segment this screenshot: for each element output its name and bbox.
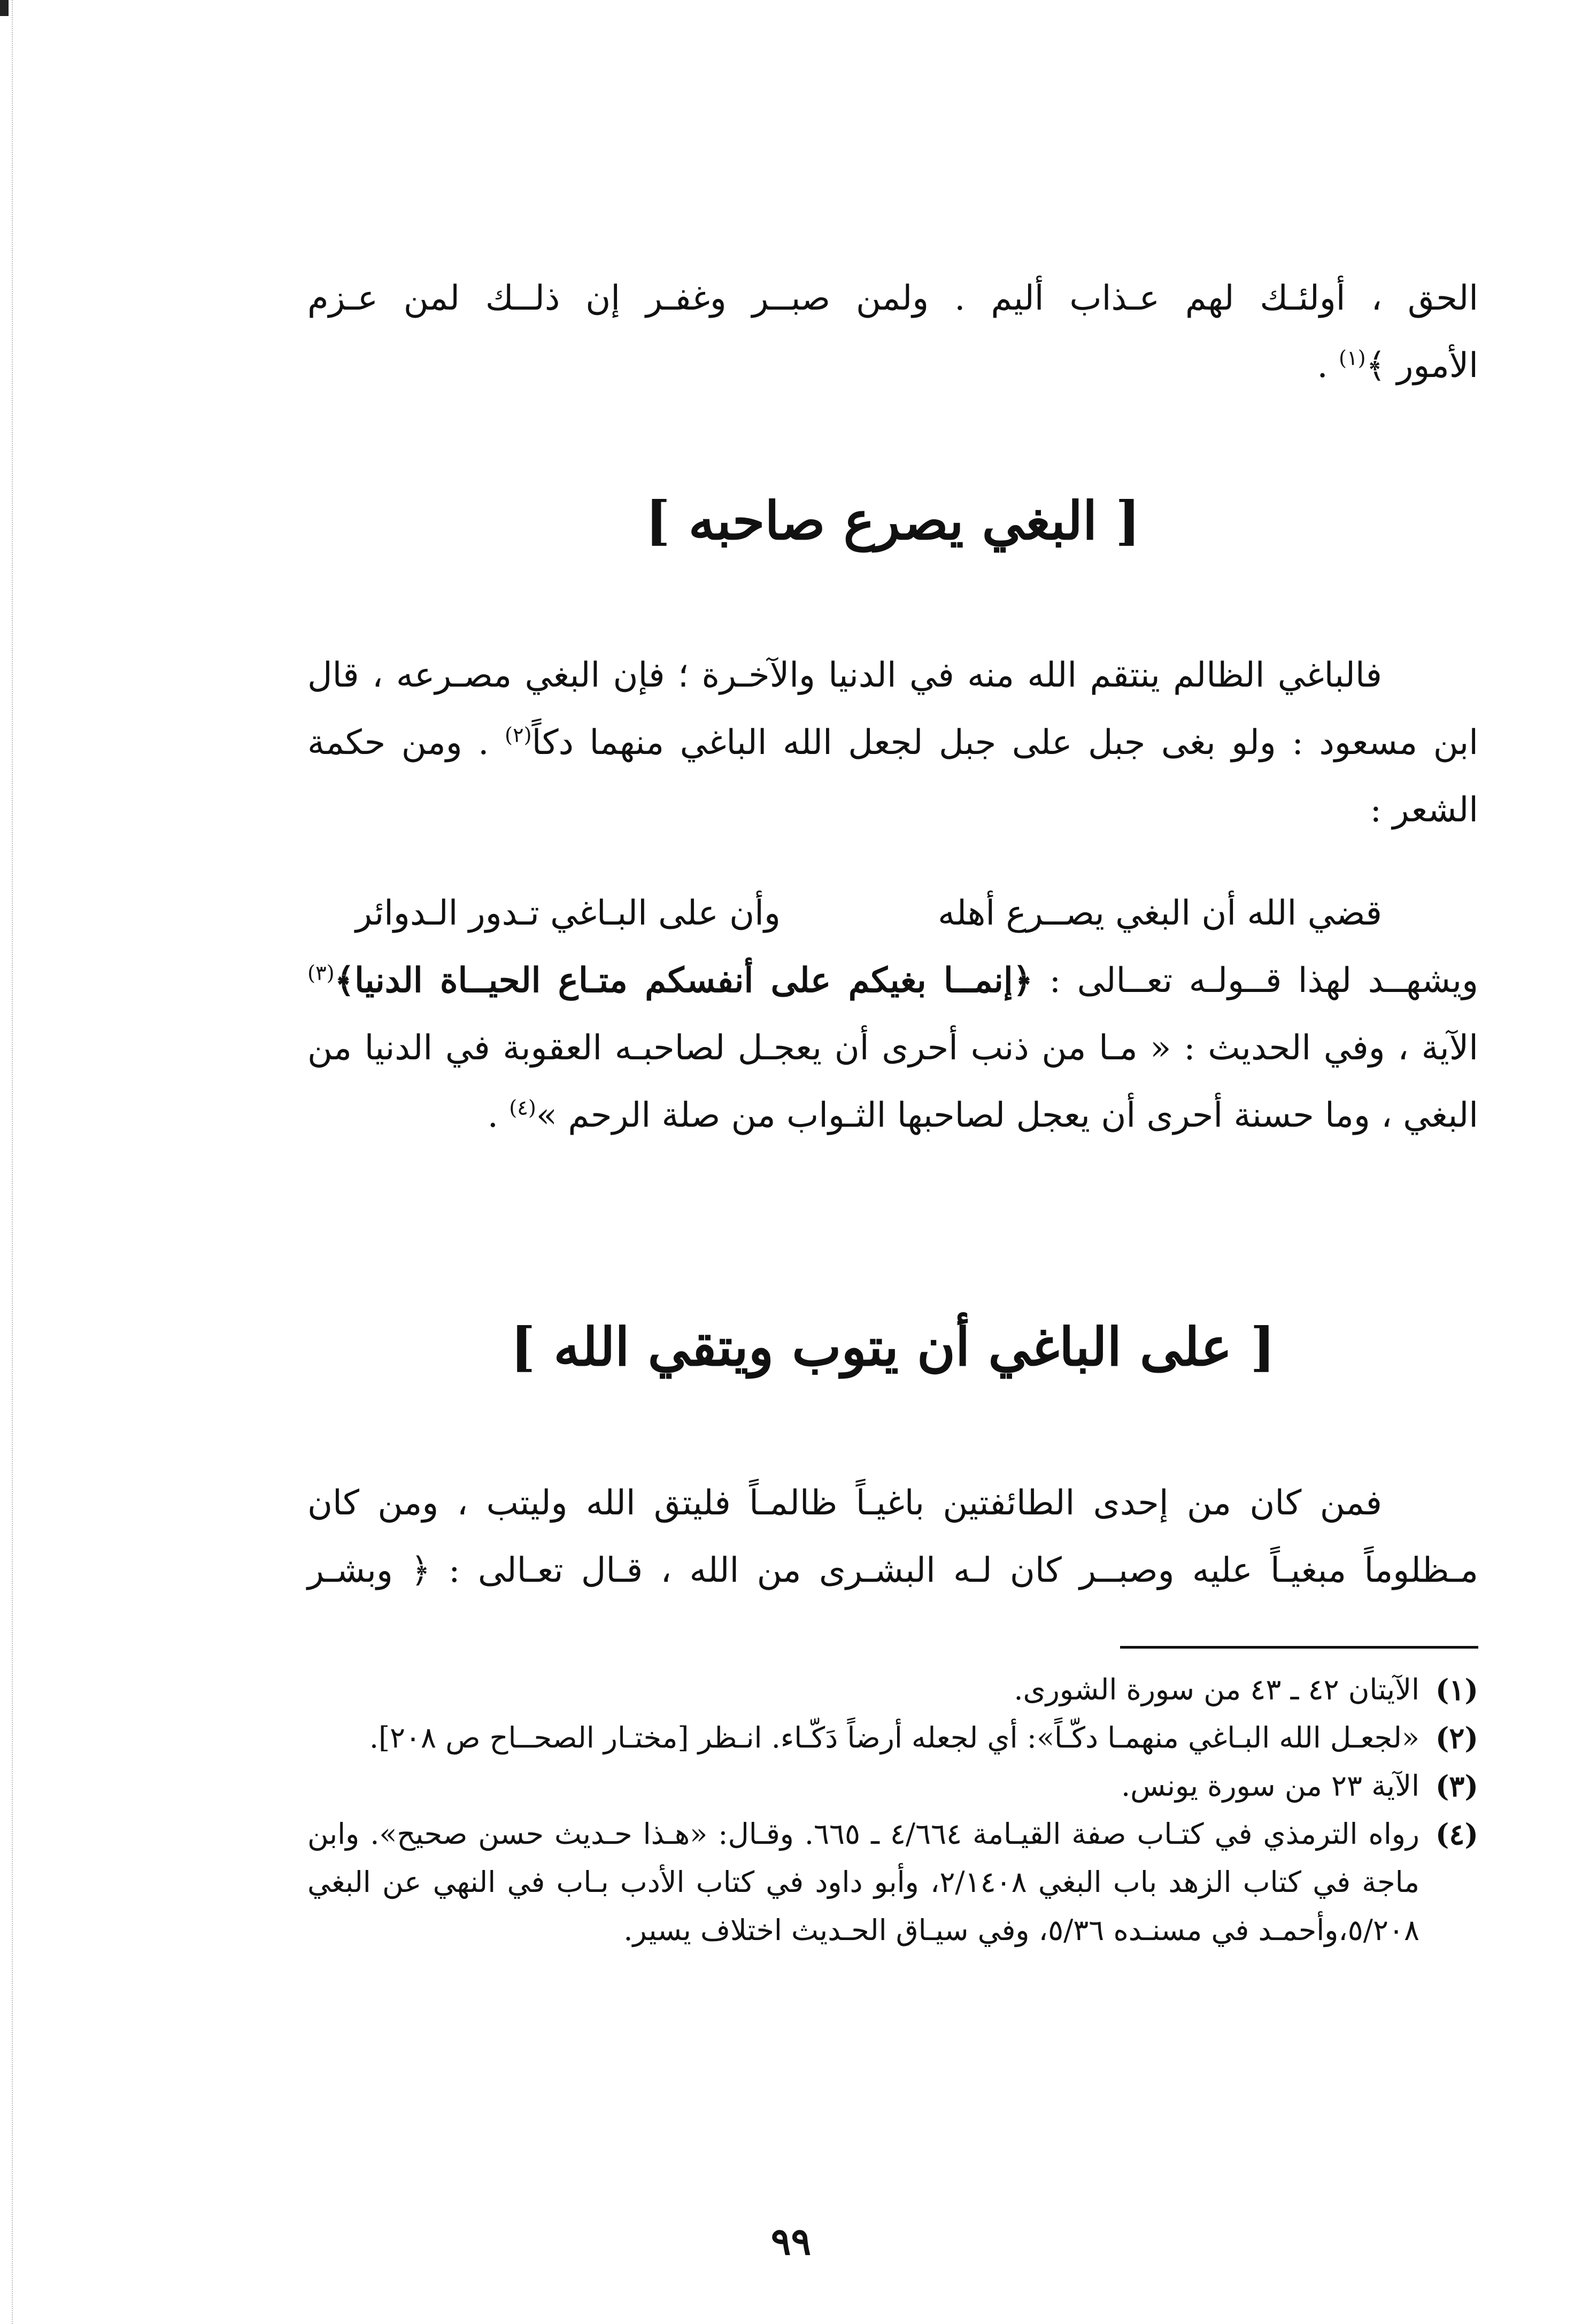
footnote-ref-4: (٤) [509, 1096, 536, 1120]
poetry-verse [307, 880, 1478, 947]
section2-text-1: فمن كان من إحدى الطائفتين باغيـاً ظالمـاً فليتق الله وليتب ، ومن كان مـظلوماً مبغيـاً عليه وصبــر كان لـه البشـرى من الله ، قـال تعـالى : ﴿ وبشـر [307, 1483, 1478, 1590]
footnote-4-text: رواه الترمذي في كتـاب صفة القيـامة ٤/٦٦٤ ـ ٦٦٥. وقـال: «هـذا حـديث حسن صحيح». وابن ماجة في كتاب الزهد باب البغي ٢/١٤٠٨، وأبو داود في كتاب الأدب بـاب في النهي عن البغي ٥/٢٠٨،وأحمـد في مسنـده ٥/٣٦، وفي سيـاق الحـديث اختلاف يسير. [307, 1817, 1419, 1947]
section1-text-2b: الآية ، وفي الحديث : « مـا من ذنب أحرى أن يعجـل لصاحبـه العقوبة في الدنيا من البغي ، وما حسنة أحرى أن يعجل لصاحبها الثـواب من صلة الرحم » [307, 1028, 1478, 1135]
continuation-end: . [1317, 346, 1339, 386]
footnote-3-text: الآية ٢٣ من سورة يونس. [1121, 1769, 1419, 1803]
section1-paragraph-2 [307, 947, 1478, 1149]
section1-text-2-end: . [487, 1096, 510, 1135]
section-heading-1: [ البغي يصرع صاحبه ] [645, 490, 1140, 552]
footnote-2-text: «لجعـل الله البـاغي منهمـا دكّـاً»: أي لجعله أرضاً دَكّـاء. انـظر [مختـار الصحــاح ص ٢٠٨]. [369, 1721, 1419, 1754]
footnote-1-text: الآيتان ٤٢ ـ ٤٣ من سورة الشورى. [1014, 1673, 1419, 1706]
section1-text-2a: ويشهــد لهذا قــولـه تعــالى : [1033, 961, 1479, 1001]
page-number: ٩٩ [770, 2219, 812, 2264]
verse-hemistich-left: وأن على البـاغي تـدور الـدوائر [356, 894, 781, 933]
section2-paragraph-1 [307, 1469, 1478, 1604]
footnote-2 [307, 1714, 1478, 1762]
section1-text-1a: فالباغي الظالم ينتقم الله منه في الدنيا والآخـرة ؛ فإن البغي مصـرعه ، قال ابن مسعود : ولو بغى جبل على جبل لجعل الله الباغي منهما دكاً [307, 656, 1479, 763]
verse-hemistich-right: قضي الله أن البغي يصــرع أهله [938, 894, 1382, 933]
section1-paragraph-1 [307, 642, 1478, 844]
footnote-ref-2: (٢) [504, 723, 532, 748]
section-heading-2: [ على الباغي أن يتوب ويتقي الله ] [510, 1317, 1276, 1378]
footnote-4-number: (٤) [1435, 1817, 1478, 1851]
footnote-4 [307, 1810, 1478, 1954]
verse-line [307, 880, 1478, 947]
quran-quote: ﴿إنمــا بغيكم على أنفسكم متـاع الحيــاة الدنيا﴾ [334, 960, 1033, 1001]
section1-text-1 [307, 642, 1478, 844]
continuation-line-2 [307, 332, 1478, 399]
footnote-1 [307, 1666, 1478, 1714]
scan-corner-mark [0, 0, 9, 16]
footnote-3 [307, 1762, 1478, 1810]
continuation-line-2-text: الأمور ﴾ [1365, 346, 1478, 386]
section1-text-2 [307, 947, 1478, 1149]
section1-text-1b: . ومن حكمة الشعر : [307, 723, 1478, 830]
footnote-3-number: (٣) [1435, 1769, 1478, 1803]
footnote-1-number: (١) [1435, 1673, 1478, 1707]
continuation-line-1: الحق ، أولئـك لهم عـذاب أليم . ولمن صبــر وغفـر إن ذلــك لمن عـزم [307, 279, 1478, 318]
footnotes [307, 1666, 1478, 1954]
footnote-ref-1: (١) [1339, 346, 1366, 371]
footnote-2-number: (٢) [1435, 1721, 1478, 1755]
scan-gutter-edge [12, 0, 13, 2324]
continuation-paragraph [307, 265, 1478, 399]
footnote-separator [1120, 1646, 1478, 1649]
footnote-ref-3: (٣) [307, 961, 335, 986]
